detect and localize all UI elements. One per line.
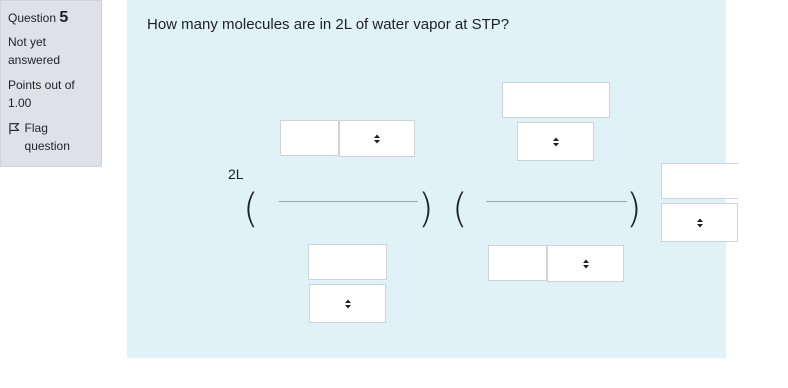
factor2-denominator-value-input[interactable] bbox=[488, 245, 547, 281]
select-arrows-icon bbox=[696, 217, 704, 229]
question-number: 5 bbox=[59, 9, 69, 26]
flag-question-link[interactable] bbox=[8, 119, 94, 155]
question-text: How many molecules are in 2L of water vapor at STP? bbox=[147, 16, 510, 33]
answer-unit-select[interactable] bbox=[661, 203, 738, 242]
factor2-denominator-unit-select[interactable] bbox=[547, 245, 624, 282]
select-arrows-icon bbox=[582, 258, 590, 270]
factor2-fraction-bar bbox=[486, 201, 627, 202]
question-content-area bbox=[127, 0, 726, 358]
select-arrows-icon bbox=[552, 136, 560, 148]
question-info-panel bbox=[0, 0, 102, 167]
factor2-close-paren: ) bbox=[626, 186, 642, 232]
factor1-open-paren: ( bbox=[243, 186, 259, 232]
flag-question-label: Flag question bbox=[24, 121, 70, 153]
factor2-open-paren: ( bbox=[452, 186, 468, 232]
factor1-numerator-value-input[interactable] bbox=[280, 120, 339, 156]
flag-icon bbox=[8, 122, 21, 135]
factor1-close-paren: ) bbox=[418, 186, 434, 232]
factor1-denominator-unit-select[interactable] bbox=[309, 284, 386, 323]
given-value-label: 2L bbox=[228, 166, 244, 182]
question-label: Question bbox=[8, 11, 57, 25]
select-arrows-icon bbox=[373, 133, 381, 145]
question-state: Not yet answered bbox=[8, 35, 61, 67]
factor2-numerator-unit-select[interactable] bbox=[517, 122, 594, 161]
factor2-numerator-value-input[interactable] bbox=[502, 82, 610, 118]
factor1-fraction-bar bbox=[279, 201, 418, 202]
answer-value-input[interactable] bbox=[661, 163, 738, 199]
factor1-numerator-unit-select[interactable] bbox=[339, 120, 415, 157]
factor1-denominator-value-input[interactable] bbox=[308, 244, 387, 280]
select-arrows-icon bbox=[344, 298, 352, 310]
question-grade: Points out of 1.00 bbox=[8, 78, 75, 110]
question-number-line bbox=[8, 9, 94, 27]
